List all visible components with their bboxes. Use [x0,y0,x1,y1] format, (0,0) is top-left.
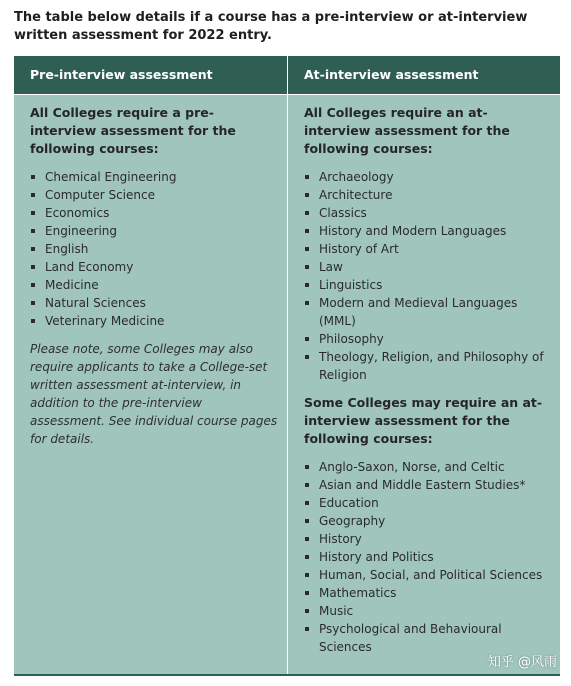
bullet-icon [305,193,309,197]
course-name: Engineering [45,224,117,238]
list-item [304,186,552,204]
bullet-icon [305,229,309,233]
list-item [304,258,552,276]
pre-interview-cell [30,104,278,448]
list-item [304,294,552,330]
course-name: Medicine [45,278,99,292]
course-name: Land Economy [45,260,134,274]
bullet-icon [305,265,309,269]
course-name: Linguistics [319,278,383,292]
list-item [304,566,552,584]
list-item [304,512,552,530]
bullet-icon [31,265,35,269]
bullet-icon [305,211,309,215]
list-item [30,312,278,330]
list-item [304,458,552,476]
header-at-interview: At-interview assessment [304,67,479,82]
bullet-icon [305,591,309,595]
at-interview-cell [304,104,552,666]
course-name: Architecture [319,188,393,202]
bullet-icon [31,211,35,215]
course-name: History and Politics [319,550,434,564]
pre-interview-note: Please note, some Colleges may also require applicants to take a College-set written assessment at-interview, in addition to the pre-interview assessment. See individual course pages for details. [30,342,278,446]
list-item [304,276,552,294]
list-item [30,222,278,240]
bullet-icon [305,627,309,631]
list-item [30,294,278,312]
course-name: Geography [319,514,386,528]
course-name: Economics [45,206,110,220]
bullet-icon [31,247,35,251]
bullet-icon [305,283,309,287]
course-name: Psychological and Behavioural Sciences [319,622,502,654]
list-item [30,258,278,276]
course-name: Theology, Religion, and Philosophy of Religion [319,350,544,382]
list-item [304,584,552,602]
bullet-icon [31,193,35,197]
list-item [30,186,278,204]
some-colleges-heading: Some Colleges may require an at-interview assessment for the following courses: [304,395,543,446]
course-name: Philosophy [319,332,384,346]
list-item [304,548,552,566]
course-name: Music [319,604,354,618]
at-interview-heading: All Colleges require an at-interview assessment for the following courses: [304,105,510,156]
at-interview-course-list [304,168,552,384]
course-name: Asian and Middle Eastern Studies* [319,478,526,492]
bullet-icon [305,465,309,469]
bullet-icon [31,319,35,323]
course-name: Natural Sciences [45,296,146,310]
bullet-icon [31,301,35,305]
column-divider [287,56,288,674]
watermark: 知乎 @风雨 [487,655,557,670]
bullet-icon [305,555,309,559]
course-name: Anglo-Saxon, Norse, and Celtic [319,460,505,474]
list-item [304,476,552,494]
course-name: Human, Social, and Political Sciences [319,568,543,582]
course-name: History and Modern Languages [319,224,507,238]
bullet-icon [305,337,309,341]
course-name: Education [319,496,379,510]
course-name: Computer Science [45,188,155,202]
bullet-icon [305,301,309,305]
bullet-icon [305,483,309,487]
course-name: English [45,242,89,256]
list-item [30,276,278,294]
list-item [304,222,552,240]
list-item [30,240,278,258]
pre-interview-course-list [30,168,278,330]
list-item [304,240,552,258]
header-pre-interview: Pre-interview assessment [30,67,213,82]
list-item [304,168,552,186]
bullet-icon [305,519,309,523]
course-name: Mathematics [319,586,397,600]
bullet-icon [305,537,309,541]
course-name: Chemical Engineering [45,170,177,184]
course-name: Law [319,260,343,274]
list-item [304,330,552,348]
bullet-icon [305,573,309,577]
assessment-table [14,56,560,676]
bullet-icon [31,175,35,179]
list-item [304,602,552,620]
bullet-icon [305,501,309,505]
bullet-icon [305,609,309,613]
bullet-icon [305,355,309,359]
course-name: Classics [319,206,367,220]
list-item [304,494,552,512]
some-colleges-course-list [304,458,552,656]
course-name: Veterinary Medicine [45,314,165,328]
course-name: History of Art [319,242,399,256]
list-item [304,348,552,384]
list-item [304,204,552,222]
list-item [30,204,278,222]
bullet-icon [305,247,309,251]
intro-text: The table below details if a course has a pre-interview or at-interview written assessment for 2022 entry. [14,10,528,43]
course-name: Modern and Medieval Languages (MML) [319,296,518,328]
list-item [304,530,552,548]
course-name: Archaeology [319,170,394,184]
bullet-icon [305,175,309,179]
pre-interview-heading: All Colleges require a pre-interview assessment for the following courses: [30,105,236,156]
bullet-icon [31,283,35,287]
course-name: History [319,532,362,546]
list-item [30,168,278,186]
bullet-icon [31,229,35,233]
